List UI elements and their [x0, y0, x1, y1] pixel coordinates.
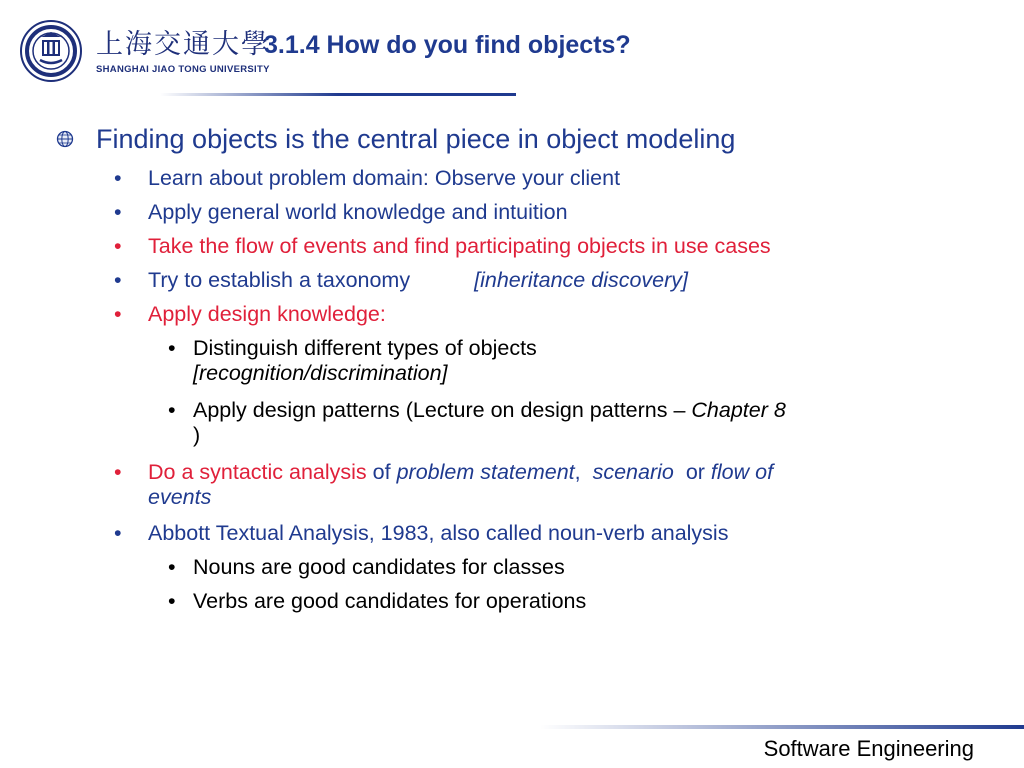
sub-list-item: • Verbs are good candidates for operations	[168, 589, 587, 613]
list-item: • Learn about problem domain: Observe your client	[114, 166, 621, 190]
sub-list-item: • Nouns are good candidates for classes	[168, 555, 565, 579]
list-item: • Try to establish a taxonomy [inheritance discovery]	[114, 268, 689, 292]
sub-list-item: • Distinguish different types of objects [recognition/discrimination]	[168, 336, 537, 385]
inheritance-note: [inheritance discovery]	[474, 268, 689, 292]
main-bullet-text: Finding objects is the central piece in object modeling	[96, 124, 736, 154]
list-item: • Do a syntactic analysis of problem statement, scenario or flow of events	[114, 460, 774, 509]
recognition-note: [recognition/discrimination]	[193, 361, 448, 385]
main-bullet	[56, 124, 735, 155]
list-item: • Apply general world knowledge and intuition	[114, 200, 568, 224]
slide-title: 3.1.4 How do you find objects?	[264, 31, 631, 59]
sub-list-item: • Apply design patterns (Lecture on design patterns – Chapter 8 )	[168, 398, 786, 447]
list-item: • Take the flow of events and find participating objects in use cases	[114, 234, 771, 258]
globe-bullet-icon	[56, 124, 96, 155]
list-item: • Apply design knowledge:	[114, 302, 386, 326]
list-item: • Abbott Textual Analysis, 1983, also called noun-verb analysis	[114, 521, 729, 545]
university-name-cn: 上海交通大學	[96, 29, 270, 60]
university-name-en: SHANGHAI JIAO TONG UNIVERSITY	[96, 64, 270, 75]
footer-text: Software Engineering	[763, 736, 974, 761]
chapter-reference: Chapter 8	[691, 398, 786, 422]
footer-divider	[540, 725, 1024, 729]
